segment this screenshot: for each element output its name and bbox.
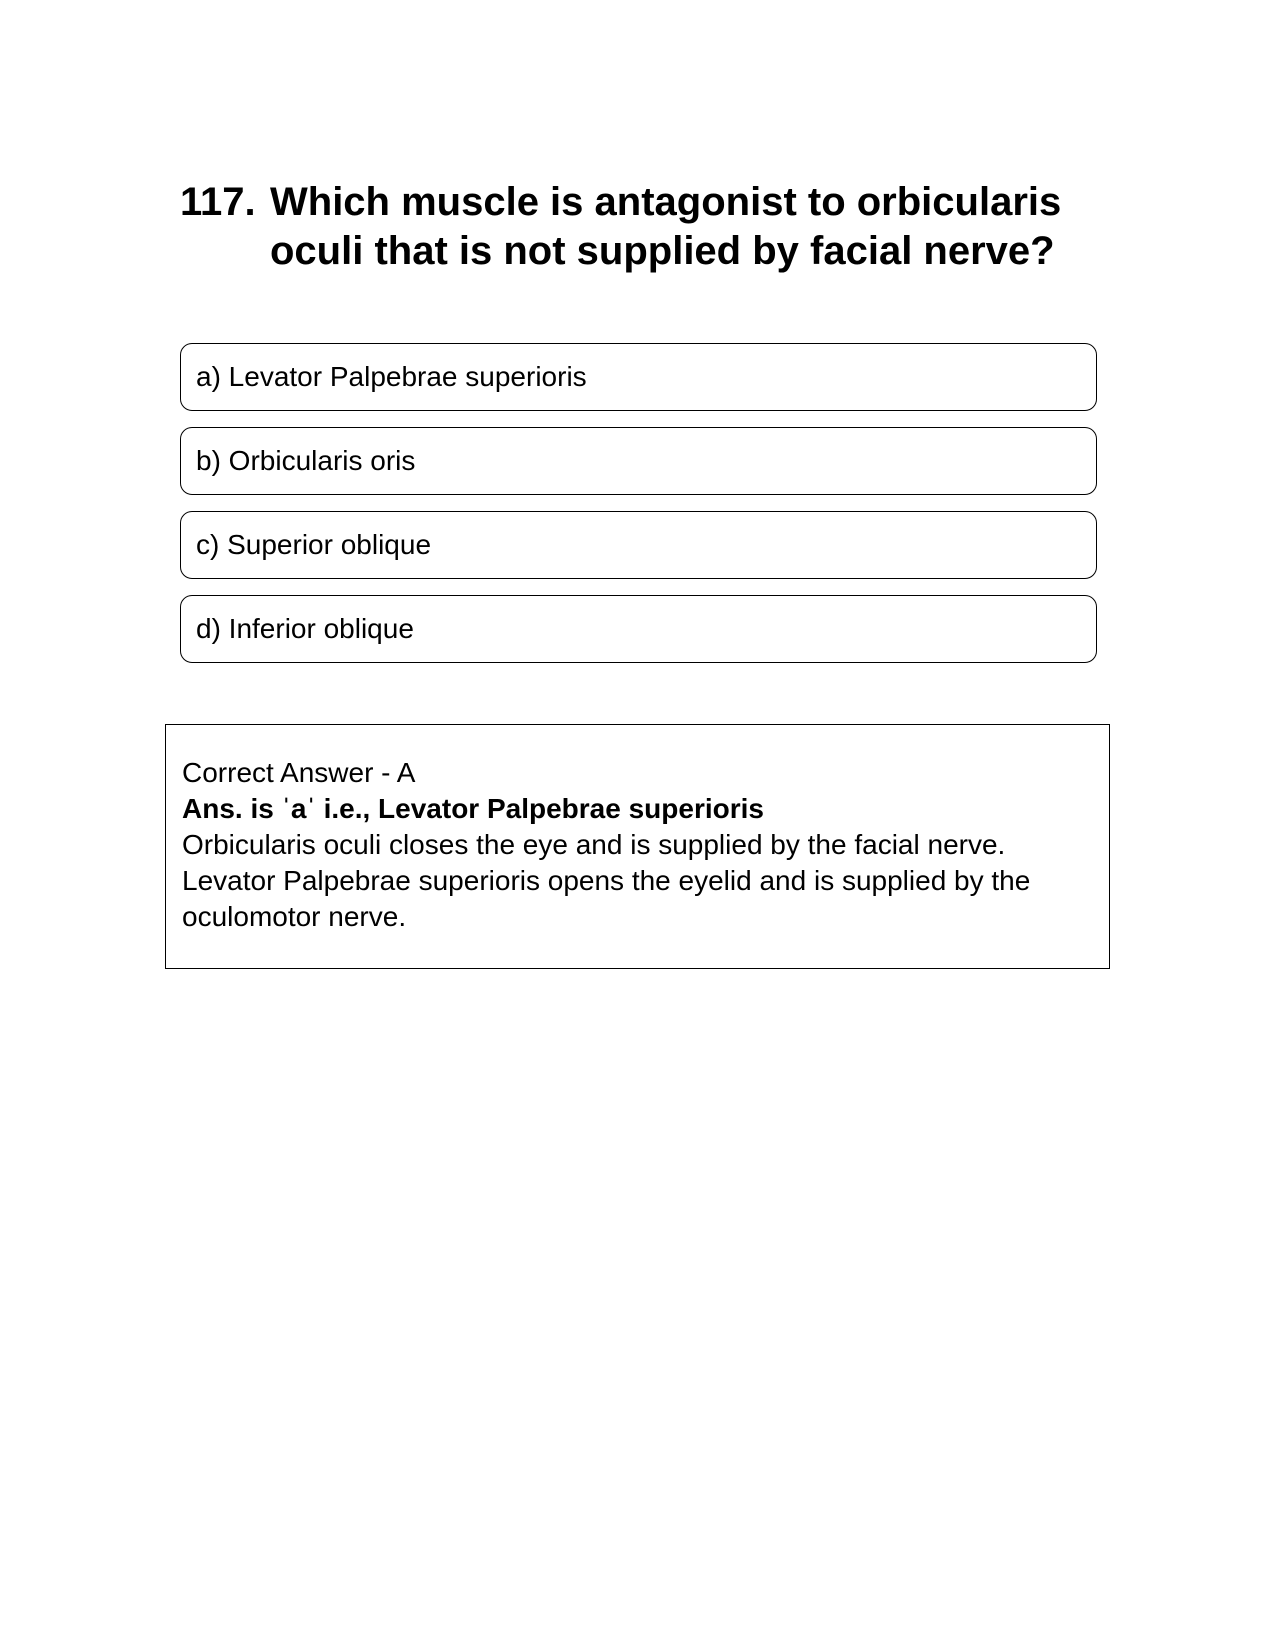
option-b[interactable]	[180, 427, 1097, 495]
question-number: 117.	[180, 180, 256, 224]
option-label: b) Orbicularis oris	[196, 445, 416, 476]
answer-explanation-box	[165, 724, 1110, 969]
option-label: a) Levator Palpebrae superioris	[196, 361, 587, 392]
explanation-line-2: Levator Palpebrae superioris opens the eyelid and is supplied by the oculomotor nerve.	[182, 865, 1031, 932]
options-list	[180, 343, 1097, 679]
question-text: Which muscle is antagonist to orbicularis oculi that is not supplied by facial nerve?	[270, 180, 1062, 273]
correct-answer: Correct Answer - A	[182, 757, 416, 788]
option-a[interactable]	[180, 343, 1097, 411]
answer-heading: Ans. is ˈaˈ i.e., Levator Palpebrae superioris	[182, 793, 764, 824]
option-label: c) Superior oblique	[196, 529, 432, 560]
option-d[interactable]	[180, 595, 1097, 663]
option-c[interactable]	[180, 511, 1097, 579]
option-label: d) Inferior oblique	[196, 613, 414, 644]
question	[180, 178, 1100, 276]
explanation-line-1: Orbicularis oculi closes the eye and is supplied by the facial nerve.	[182, 829, 1006, 860]
